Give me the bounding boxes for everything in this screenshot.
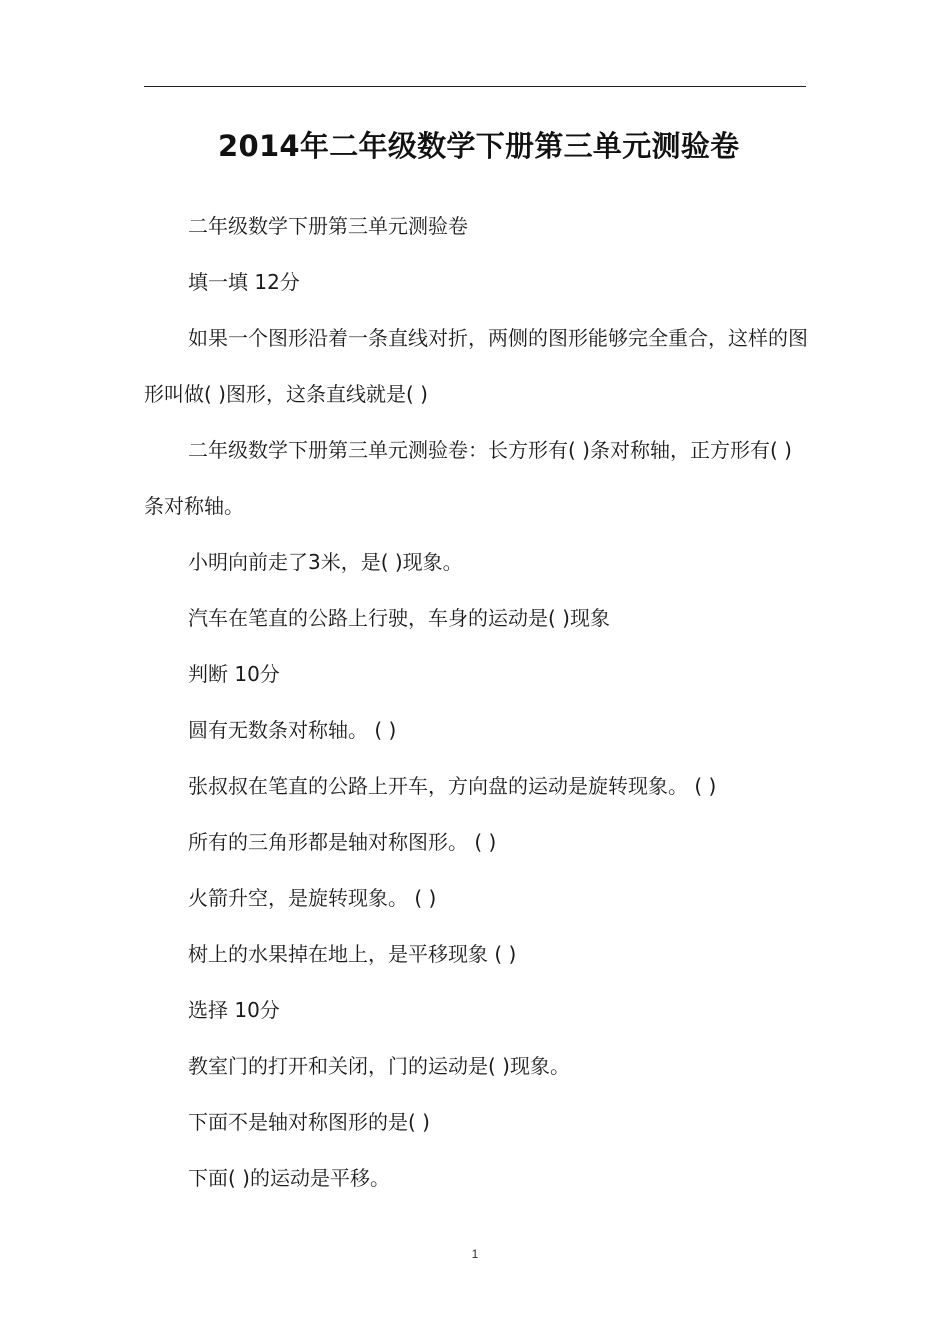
document-body: [144, 198, 808, 1206]
question-car-body: 汽车在笔直的公路上行驶，车身的运动是( )现象: [188, 606, 610, 630]
question-steering-wheel: 张叔叔在笔直的公路上开车，方向盘的运动是旋转现象。 ( ): [188, 774, 717, 798]
question-translation: 下面( )的运动是平移。: [188, 1166, 390, 1190]
section-heading-choice: 选择 10分: [188, 998, 280, 1022]
section-heading-true-false: 判断 10分: [188, 662, 280, 686]
header-rule: [144, 86, 806, 87]
question-circle-axes: 圆有无数条对称轴。 ( ): [188, 718, 397, 742]
page-number: 1: [471, 1247, 479, 1261]
document-title: 2014年二年级数学下册第三单元测验卷: [218, 129, 740, 163]
question-xiaoming-walk: 小明向前走了3米，是( )现象。: [188, 550, 463, 574]
question-rocket: 火箭升空，是旋转现象。 ( ): [188, 886, 437, 910]
question-axis-count: 二年级数学下册第三单元测验卷：长方形有( )条对称轴，正方形有( )条对称轴。: [144, 438, 792, 518]
question-classroom-door: 教室门的打开和关闭，门的运动是( )现象。: [188, 1054, 570, 1078]
section-heading-fill-in: 填一填 12分: [188, 270, 300, 294]
question-symmetry-definition: 如果一个图形沿着一条直线对折，两侧的图形能够完全重合，这样的图形叫做( )图形，这条直线就是( ): [144, 326, 808, 406]
question-falling-fruit: 树上的水果掉在地上，是平移现象 ( ): [188, 942, 517, 966]
question-not-symmetric: 下面不是轴对称图形的是( ): [188, 1110, 430, 1134]
paragraph-subtitle: 二年级数学下册第三单元测验卷: [188, 214, 468, 238]
question-triangles: 所有的三角形都是轴对称图形。 ( ): [188, 830, 497, 854]
